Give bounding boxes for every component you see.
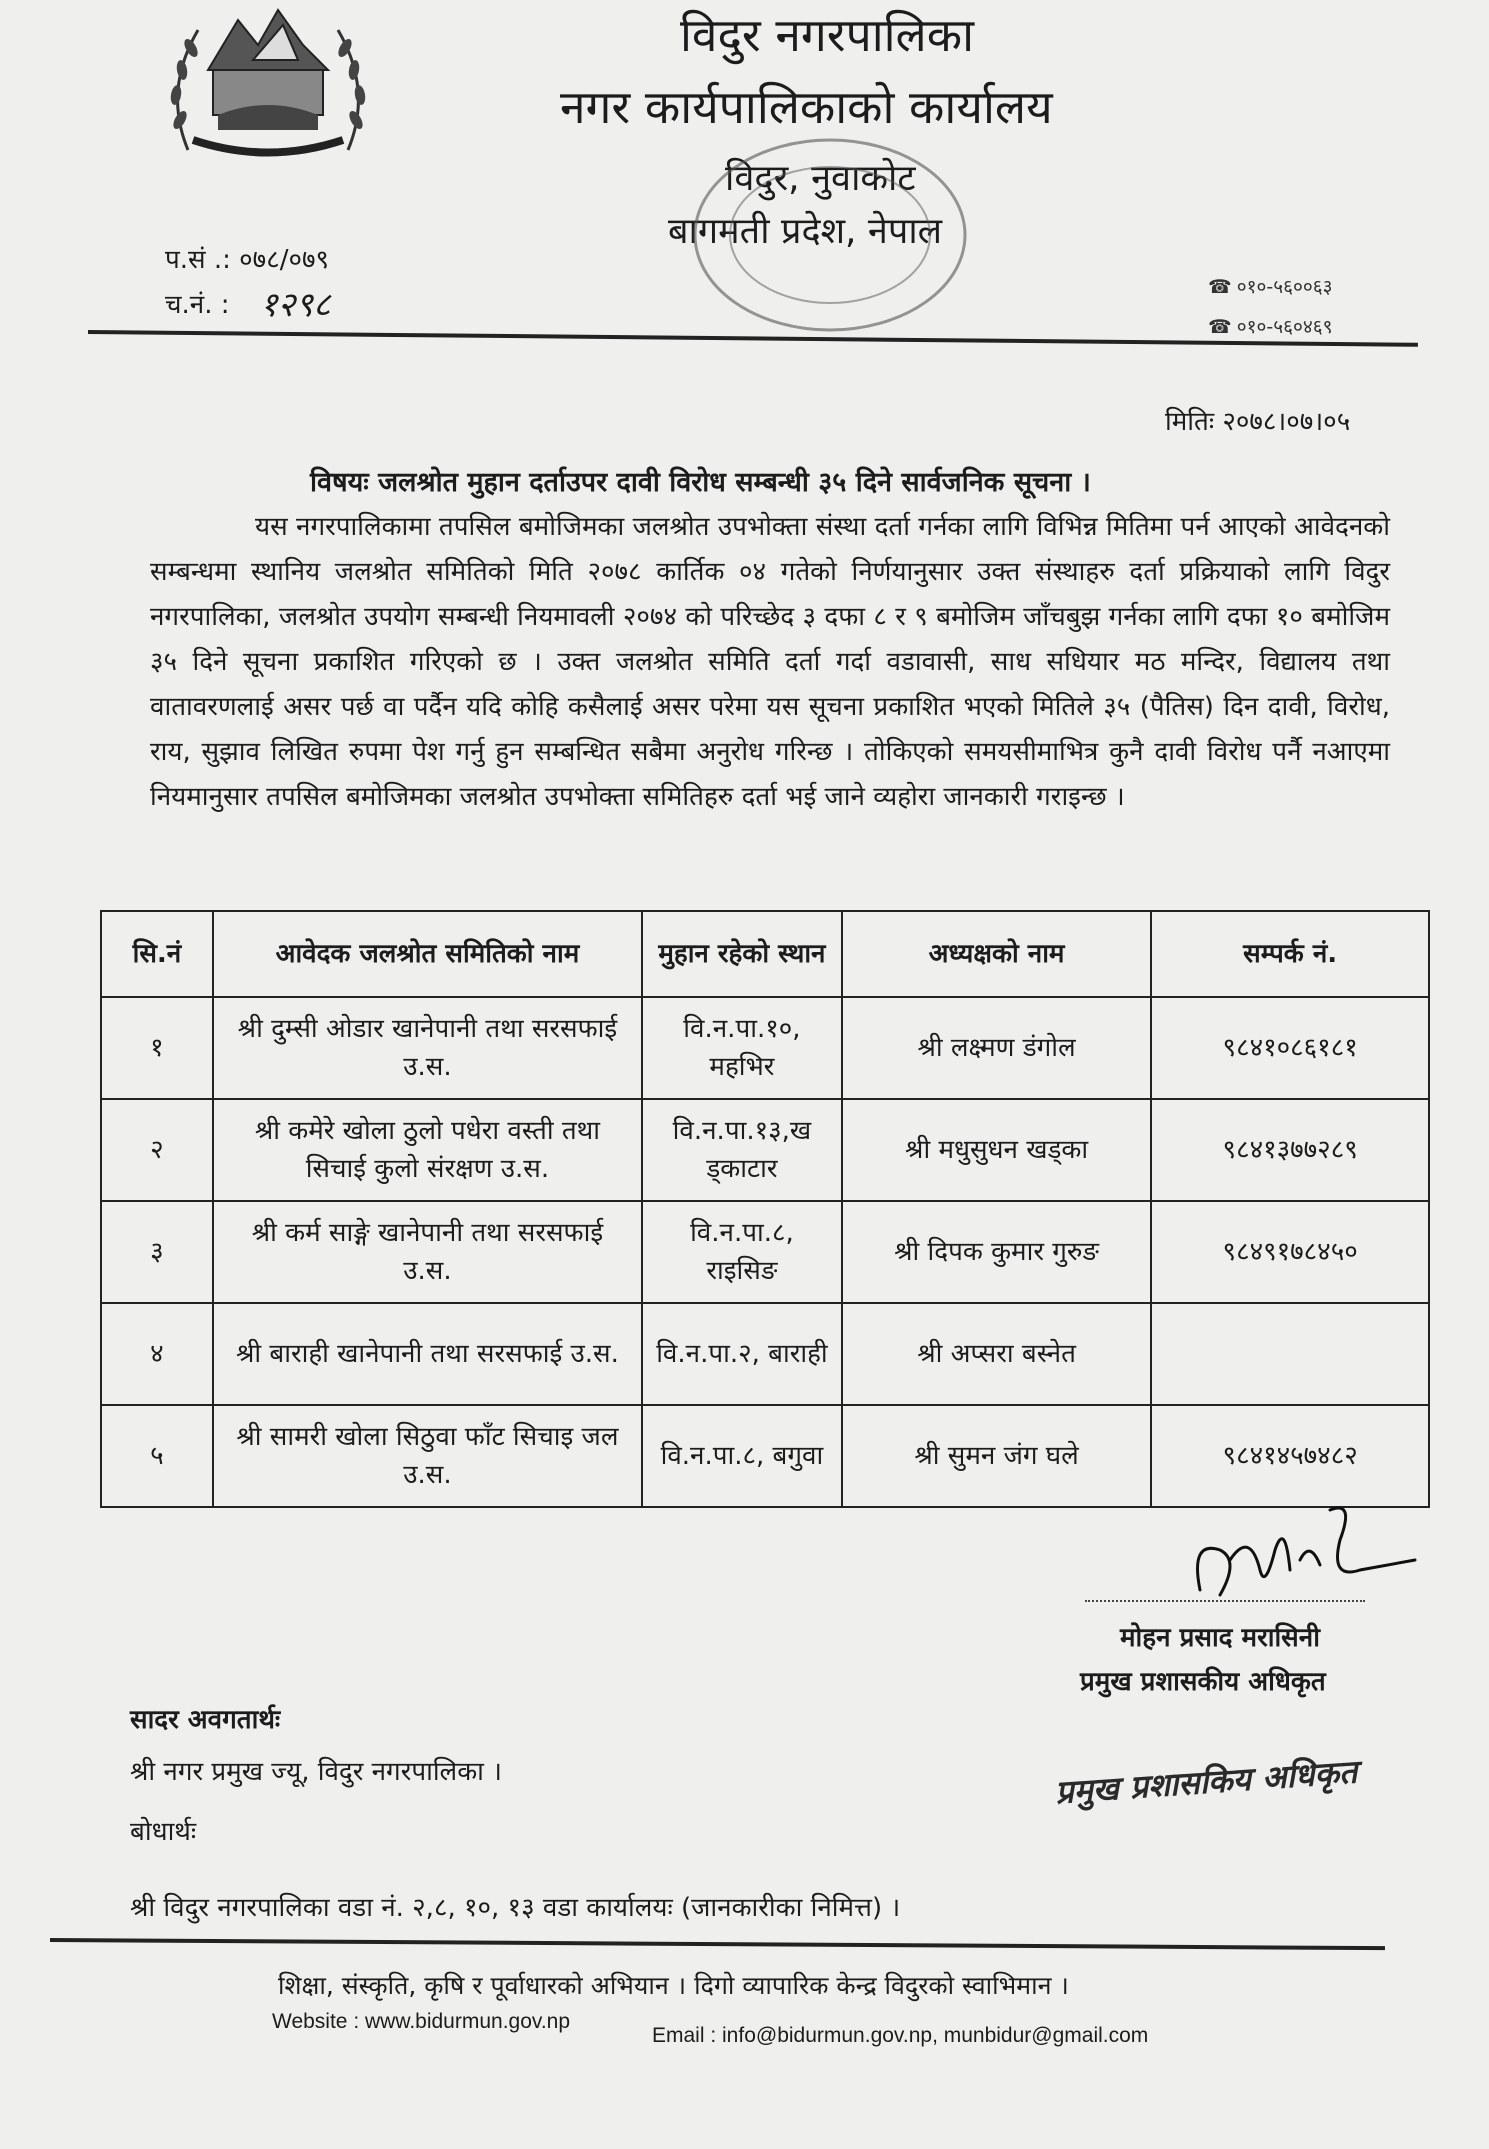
header-committee-name: आवेदक जलश्रोत समितिको नाम (213, 911, 642, 997)
chairperson-cell: श्री मधुसुधन खड्का (842, 1099, 1151, 1201)
contact-cell: ९८४१४५७४८२ (1151, 1405, 1429, 1507)
contact-cell (1151, 1303, 1429, 1405)
contact-cell: ९८४९१७८४५० (1151, 1201, 1429, 1303)
office-name: नगर कार्यपालिकाको कार्यालय (560, 80, 1053, 134)
header-contact: सम्पर्क नं. (1151, 911, 1429, 997)
contact-cell: ९८४१३७७२८९ (1151, 1099, 1429, 1201)
location-cell: वि.न.पा.२, बाराही (642, 1303, 842, 1405)
chairperson-cell: श्री लक्ष्मण डंगोल (842, 997, 1151, 1099)
table-row (101, 1405, 1429, 1507)
serial-cell: २ (101, 1099, 213, 1201)
committee-cell: श्री बाराही खानेपानी तथा सरसफाई उ.स. (213, 1303, 642, 1405)
signatory-title: प्रमुख प्रशासकीय अधिकृत (1080, 1667, 1326, 1697)
header-serial: सि.नं (101, 911, 213, 997)
telephone-icon: ☎ (1208, 276, 1232, 298)
table-row (101, 1303, 1429, 1405)
notice-date: मितिः २०७८।०७।०५ (1165, 407, 1351, 437)
signatory-name: मोहन प्रसाद मरासिनी (1120, 1623, 1320, 1653)
org-name: विदुर नगरपालिका (680, 8, 974, 62)
designation-stamp: प्रमुख प्रशासकिय अधिकृत (1054, 1752, 1359, 1812)
footer-slogan: शिक्षा, संस्कृति, कृषि र पूर्वाधारको अभियान । दिगो व्यापारिक केन्द्र विदुरको स्वाभिमान । (278, 1971, 1069, 2000)
footer-website: Website : www.bidurmun.gov.np (272, 2010, 571, 2033)
info-heading: बोधार्थः (130, 1817, 197, 1847)
phone-line-2: ☎ ०१०-५६०४६९ (1208, 316, 1333, 338)
location-cell: वि.न.पा.१०, महभिर (642, 997, 842, 1099)
committee-cell: श्री कमेरे खोला ठुलो पधेरा वस्ती तथा सिचाई कुलो संरक्षण उ.स. (213, 1099, 642, 1201)
committee-cell: श्री सामरी खोला सिठुवा फाँट सिचाइ जल उ.स. (213, 1405, 642, 1507)
committee-cell: श्री कर्म साङ्गे खानेपानी तथा सरसफाई उ.स. (213, 1201, 642, 1303)
footer-email: Email : info@bidurmun.gov.np, munbidur@gmail.com (652, 2024, 1149, 2047)
government-emblem (158, 0, 378, 170)
serial-cell: १ (101, 997, 213, 1099)
handwritten-signature (1180, 1500, 1420, 1610)
location-cell: वि.न.पा.८, राइसिङ (642, 1201, 842, 1303)
telephone-icon: ☎ (1208, 316, 1232, 338)
notice-body (150, 505, 1390, 820)
table-row (101, 1099, 1429, 1201)
reference-number: प.सं .: ०७८/०७९ (165, 245, 330, 275)
serial-cell: ५ (101, 1405, 213, 1507)
contact-cell: ९८४१०८६१८१ (1151, 997, 1429, 1099)
header-source-location: मुहान रहेको स्थान (642, 911, 842, 997)
chairperson-cell: श्री सुमन जंग घले (842, 1405, 1151, 1507)
location-cell: वि.न.पा.१३,ख ड्काटार (642, 1099, 842, 1201)
phone-line-1: ☎ ०१०-५६००६३ (1208, 276, 1333, 298)
serial-cell: ३ (101, 1201, 213, 1303)
location-cell: वि.न.पा.८, बगुवा (642, 1405, 842, 1507)
table-header-row (101, 911, 1429, 997)
applicant-table (100, 910, 1430, 1508)
table-row (101, 1201, 1429, 1303)
chairperson-cell: श्री दिपक कुमार गुरुङ (842, 1201, 1151, 1303)
chairperson-cell: श्री अप्सरा बस्नेत (842, 1303, 1151, 1405)
dispatch-number-handwritten: १२९८ (260, 285, 331, 325)
office-location: विदुर, नुवाकोट (725, 158, 916, 199)
header-chairperson: अध्यक्षको नाम (842, 911, 1151, 997)
office-province: बागमती प्रदेश, नेपाल (668, 211, 943, 252)
table-row (101, 997, 1429, 1099)
info-recipient: श्री विदुर नगरपालिका वडा नं. २,८, १०, १३ वडा कार्यालयः (जानकारीका निमित्त) । (130, 1893, 901, 1923)
cc-recipient: श्री नगर प्रमुख ज्यू, विदुर नगरपालिका । (130, 1757, 503, 1787)
serial-cell: ४ (101, 1303, 213, 1405)
office-round-seal (680, 130, 980, 340)
body-paragraph: यस नगरपालिकामा तपसिल बमोजिमका जलश्रोत उपभोक्ता संस्था दर्ता गर्नका लागि विभिन्न मितिमा पर्न आएको आवेदनको सम्बन्धमा स्थानिय जलश्रोत समितिको मिति २०७८ कार्तिक ०४ गतेको निर्णयानुसार उक्त संस्थाहरु दर्ता प्रक्रियाको लागि विदुर नगरपालिका, जलश्रोत उपयोग सम्बन्धी नियमावली २०७४ को परिच्छेद ३ दफा ८ र ९ बमोजिम जाँचबुझ गर्नका लागि दफा १० बमोजिम ३५ दिने सूचना प्रकाशित गरिएको छ । उक्त जलश्रोत समिति दर्ता गर्दा वडावासी, साध सधियार मठ मन्दिर, विद्यालय तथा वातावरणलाई असर पर्छ वा पर्दैन यदि कोहि कसैलाई असर परेमा यस सूचना प्रकाशित भएको मितिले ३५ (पैतिस) दिन दावी, विरोध, राय, सुझाव लिखित रुपमा पेश गर्नु हुन सम्बन्धित सबैमा अनुरोध गरिन्छ । तोकिएको समयसीमाभित्र कुनै दावी विरोध पर्नै नआएमा नियमानुसार तपसिल बमोजिमका जलश्रोत उपभोक्ता समितिहरु दर्ता भई जाने व्यहोरा जानकारी गराइन्छ । (150, 512, 1390, 812)
cc-heading: सादर अवगतार्थः (130, 1705, 281, 1735)
notice-subject: विषयः जलश्रोत मुहान दर्ताउपर दावी विरोध सम्बन्धी ३५ दिने सार्वजनिक सूचना । (310, 467, 1091, 498)
committee-cell: श्री दुम्सी ओडार खानेपानी तथा सरसफाई उ.स. (213, 997, 642, 1099)
signature-line (1085, 1600, 1365, 1602)
dispatch-number-label: च.नं. : (165, 290, 230, 320)
footer-divider (50, 1938, 1385, 1950)
